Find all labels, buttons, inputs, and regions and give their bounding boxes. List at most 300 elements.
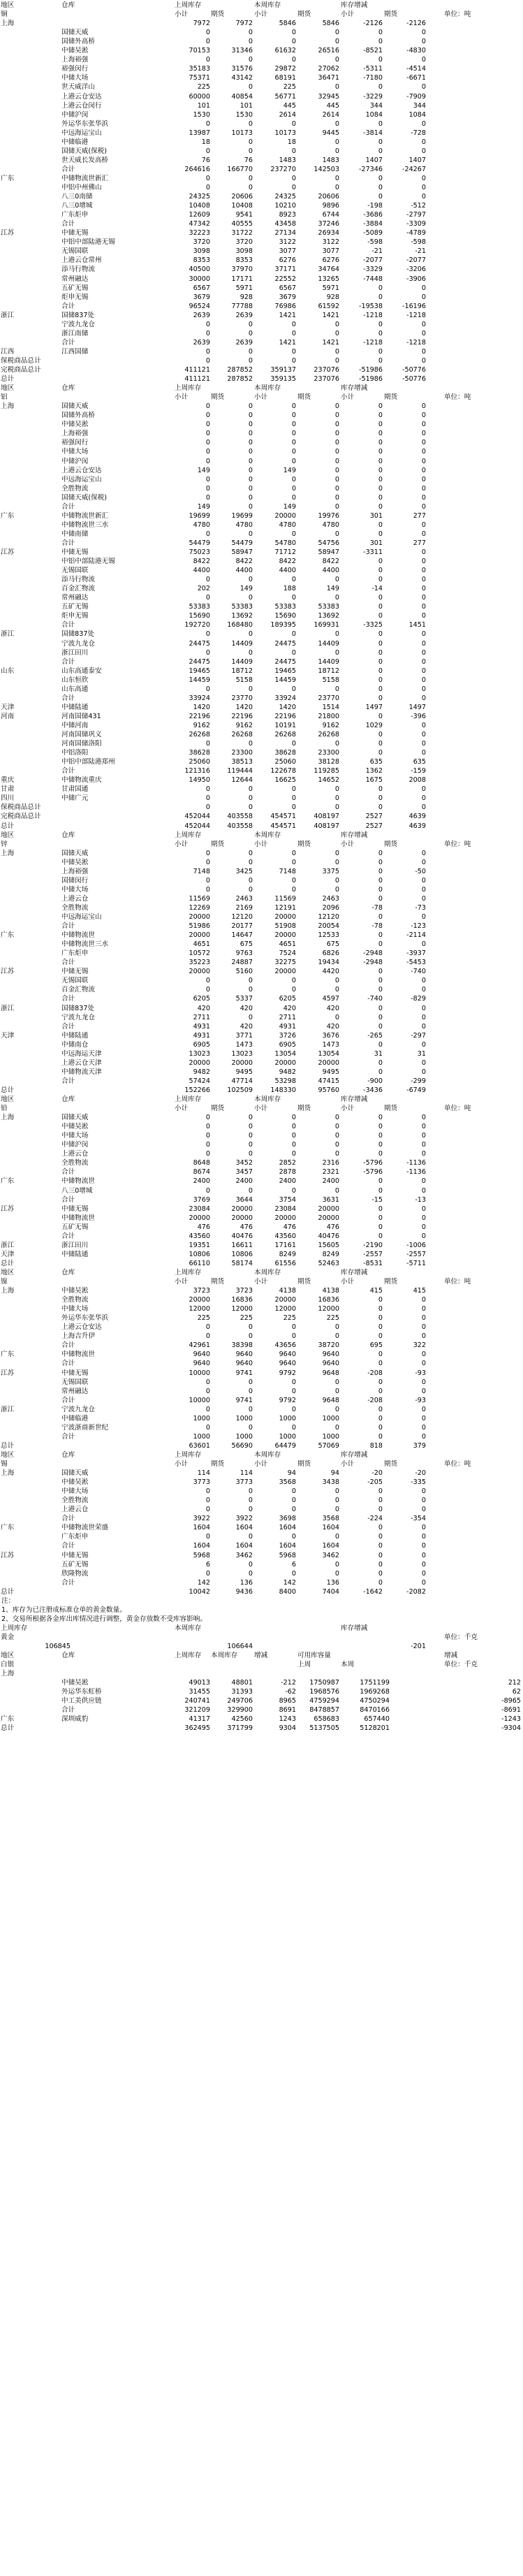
value-cell: 0 xyxy=(421,174,426,182)
value-cell: 14950 xyxy=(189,776,210,785)
table-row xyxy=(0,994,523,1003)
value-cell: 9741 xyxy=(235,1396,253,1404)
table-row xyxy=(0,1214,523,1223)
value-cell: 0 xyxy=(421,1506,426,1514)
region-cell: 重庆 xyxy=(1,776,15,785)
value-cell: 2711 xyxy=(193,1013,210,1021)
value-cell: 9445 xyxy=(322,129,339,137)
value-cell: -3229 xyxy=(363,92,383,101)
value-cell: 928 xyxy=(326,293,339,301)
value-cell: 0 xyxy=(334,1378,339,1386)
value-cell: 0 xyxy=(205,448,210,456)
unit-label: 单位：吨 xyxy=(444,1105,471,1113)
value-cell: 20000 xyxy=(189,1058,210,1067)
table-row xyxy=(0,256,523,265)
region-cell: 江苏 xyxy=(1,229,15,238)
value-cell: 142503 xyxy=(314,165,339,173)
value-cell: 0 xyxy=(334,1560,339,1569)
subheader-label: 期货 xyxy=(384,393,398,402)
change-header: 库存增减 xyxy=(341,831,368,839)
value-cell: 0 xyxy=(334,347,339,356)
value-cell: 2711 xyxy=(279,1013,296,1021)
table-row xyxy=(0,521,523,530)
value-cell: 1243 xyxy=(279,1715,296,1724)
value-cell: 0 xyxy=(421,794,426,803)
value-cell: 1750987 xyxy=(309,1679,339,1687)
value-cell: 3122 xyxy=(279,238,296,247)
table-row xyxy=(0,1068,523,1077)
warehouse-cell: 上港云仓 xyxy=(61,894,89,903)
value-cell: 20000 xyxy=(274,913,296,921)
value-cell: 0 xyxy=(378,457,383,465)
value-cell: 225 xyxy=(326,1314,339,1323)
silver-subheader-row xyxy=(0,1660,523,1669)
value-cell: 0 xyxy=(334,1013,339,1021)
value-cell: 0 xyxy=(421,876,426,885)
value-cell: -50 xyxy=(415,867,426,875)
value-cell: 0 xyxy=(205,147,210,155)
value-cell: 202 xyxy=(197,585,210,593)
table-row xyxy=(0,1532,523,1541)
warehouse-cell: 常州融达 xyxy=(61,1387,89,1395)
value-cell: 0 xyxy=(334,412,339,420)
silver-column-header: 可用库容量 xyxy=(297,1652,331,1660)
value-cell: 0 xyxy=(291,448,296,456)
value-cell: -5796 xyxy=(363,1159,383,1167)
value-cell: 0 xyxy=(334,977,339,985)
value-cell: 20000 xyxy=(189,913,210,921)
value-cell: 0 xyxy=(378,29,383,37)
value-cell: 23770 xyxy=(231,694,253,702)
table-row xyxy=(0,1423,523,1432)
value-cell: 0 xyxy=(421,894,426,903)
region-cell: 总计 xyxy=(1,1086,15,1094)
value-cell: 1530 xyxy=(235,110,253,119)
value-cell: 0 xyxy=(378,712,383,720)
value-cell: 0 xyxy=(378,174,383,182)
value-cell: 4931 xyxy=(193,1022,210,1031)
value-cell: 149 xyxy=(197,466,210,474)
metal-name: 镍 xyxy=(1,1278,8,1286)
value-cell: 452044 xyxy=(184,813,210,821)
table-row xyxy=(0,1441,523,1450)
value-cell: 101 xyxy=(240,101,253,110)
value-cell: 0 xyxy=(291,1533,296,1541)
value-cell: 0 xyxy=(378,1114,383,1122)
value-cell: -1218 xyxy=(363,311,383,319)
table-row xyxy=(0,685,523,694)
value-cell: 15690 xyxy=(274,612,296,620)
region-column-header: 地区 xyxy=(1,1450,15,1459)
value-cell: 445 xyxy=(283,101,296,110)
value-cell: 635 xyxy=(369,758,383,766)
value-cell: 371799 xyxy=(227,1724,253,1733)
value-cell: 1604 xyxy=(279,1524,296,1532)
value-cell: 29872 xyxy=(274,65,296,73)
value-cell: 0 xyxy=(334,484,339,493)
value-cell: 15690 xyxy=(189,612,210,620)
value-cell: 0 xyxy=(248,630,253,639)
value-cell: -208 xyxy=(367,1369,383,1377)
value-cell: 3122 xyxy=(322,238,339,247)
value-cell: -2190 xyxy=(363,1241,383,1249)
value-cell: 9640 xyxy=(322,1360,339,1368)
warehouse-cell: 中储吴淞 xyxy=(61,1287,89,1295)
value-cell: 9648 xyxy=(322,1369,339,1377)
value-cell: 0 xyxy=(248,1487,253,1496)
value-cell: 3679 xyxy=(193,293,210,301)
value-cell: 0 xyxy=(291,977,296,985)
value-cell: 0 xyxy=(248,977,253,985)
value-cell: 5971 xyxy=(235,284,253,292)
value-cell: 24475 xyxy=(274,639,296,648)
value-cell: 0 xyxy=(334,138,339,146)
value-cell: 149 xyxy=(326,585,339,593)
value-cell: 0 xyxy=(248,1378,253,1386)
value-cell: 27062 xyxy=(318,65,339,73)
table-row xyxy=(0,28,523,37)
value-cell: 0 xyxy=(421,1123,426,1131)
value-cell: -123 xyxy=(411,922,426,931)
value-cell: -2126 xyxy=(406,20,426,28)
value-cell: 411121 xyxy=(184,366,210,374)
warehouse-cell: 炬申无锡 xyxy=(61,293,89,301)
value-cell: 8674 xyxy=(193,1168,210,1177)
value-cell: -6671 xyxy=(406,74,426,82)
subheader-label: 小计 xyxy=(254,840,268,848)
value-cell: 43560 xyxy=(189,1232,210,1240)
value-cell: 0 xyxy=(378,502,383,511)
value-cell: 20000 xyxy=(274,931,296,940)
table-row xyxy=(0,630,523,639)
value-cell: 1084 xyxy=(408,110,426,119)
this-week-header: 本周库存 xyxy=(254,1268,281,1276)
value-cell: 47714 xyxy=(231,1077,253,1085)
value-cell: 2400 xyxy=(279,1177,296,1186)
change-header: 库存增减 xyxy=(341,1450,368,1459)
value-cell: 0 xyxy=(378,749,383,757)
value-cell: 7148 xyxy=(279,867,296,875)
value-cell: 3676 xyxy=(322,1031,339,1040)
value-cell: 12000 xyxy=(318,1305,339,1314)
section-header-row xyxy=(0,1268,523,1277)
table-row xyxy=(0,1049,523,1058)
gold-last-week: 106845 xyxy=(45,1643,71,1650)
value-cell: 0 xyxy=(421,885,426,894)
value-cell: 54479 xyxy=(231,539,253,547)
value-cell: 1407 xyxy=(365,156,383,164)
value-cell: 1000 xyxy=(279,1432,296,1441)
value-cell: 1000 xyxy=(322,1414,339,1422)
value-cell: 240741 xyxy=(184,1697,210,1705)
value-cell: 0 xyxy=(248,320,253,328)
value-cell: -208 xyxy=(367,1396,383,1404)
value-cell: 0 xyxy=(421,1004,426,1012)
value-cell: 0 xyxy=(378,493,383,502)
region-column-header: 地区 xyxy=(1,1268,15,1276)
value-cell: 0 xyxy=(291,1323,296,1332)
value-cell: 0 xyxy=(421,1232,426,1240)
value-cell: 0 xyxy=(291,885,296,894)
value-cell: 0 xyxy=(248,785,253,794)
subheader-label: 小计 xyxy=(341,1105,355,1113)
region-column-header: 地区 xyxy=(1,831,15,839)
value-cell: -5796 xyxy=(363,1168,383,1177)
table-row xyxy=(0,1259,523,1268)
value-cell: 22196 xyxy=(274,712,296,720)
value-cell: 0 xyxy=(334,329,339,337)
subheader-label: 小计 xyxy=(175,1105,189,1113)
value-cell: 21800 xyxy=(318,712,339,720)
value-cell: 53383 xyxy=(318,603,339,611)
warehouse-cell: 中储物流世 xyxy=(61,931,95,940)
value-cell: 152266 xyxy=(184,1086,210,1094)
table-row xyxy=(0,1013,523,1022)
value-cell: 403558 xyxy=(227,813,253,821)
warehouse-cell: 合计 xyxy=(61,1542,75,1550)
value-cell: 0 xyxy=(378,1004,383,1012)
value-cell: 0 xyxy=(378,1578,383,1587)
warehouse-cell: 国储天威 xyxy=(61,1114,89,1122)
value-cell: 420 xyxy=(283,1004,296,1012)
value-cell: 35183 xyxy=(189,65,210,73)
value-cell: -51986 xyxy=(359,375,383,384)
value-cell: 0 xyxy=(205,184,210,191)
value-cell: 0 xyxy=(291,119,296,128)
warehouse-cell: 世天威长发高桥 xyxy=(61,156,109,164)
table-row xyxy=(0,1541,523,1550)
value-cell: 188 xyxy=(283,585,296,593)
value-cell: 2639 xyxy=(235,338,253,347)
value-cell: 2527 xyxy=(365,813,383,821)
value-cell: 0 xyxy=(205,484,210,493)
region-cell: 四川 xyxy=(1,794,15,803)
value-cell: 0 xyxy=(334,320,339,328)
value-cell: 0 xyxy=(421,1040,426,1049)
subheader-label: 小计 xyxy=(341,1278,355,1286)
silver-column-header: 仓库 xyxy=(61,1652,75,1660)
value-cell: 0 xyxy=(378,475,383,483)
value-cell: 0 xyxy=(421,1214,426,1222)
value-cell: 301 xyxy=(369,511,383,520)
value-cell: 4759294 xyxy=(309,1697,339,1705)
value-cell: -2797 xyxy=(406,211,426,219)
subheader-label: 小计 xyxy=(341,840,355,848)
value-cell: 149 xyxy=(197,502,210,511)
value-cell: 4780 xyxy=(279,521,296,529)
region-cell: 广东 xyxy=(1,511,15,520)
value-cell: 37171 xyxy=(274,265,296,274)
value-cell: 0 xyxy=(421,56,426,64)
value-cell: 0 xyxy=(421,803,426,812)
value-cell: 0 xyxy=(421,320,426,328)
warehouse-cell: 中储河南 xyxy=(61,721,89,729)
region-cell: 上海 xyxy=(1,849,15,857)
warehouse-cell: 国储837处 xyxy=(61,1004,95,1012)
value-cell: 0 xyxy=(378,1351,383,1359)
value-cell: 94 xyxy=(287,1469,296,1478)
value-cell: 4651 xyxy=(193,940,210,949)
warehouse-cell: 上港云仓闵行 xyxy=(61,101,102,110)
value-cell: 225 xyxy=(240,1314,253,1323)
value-cell: 0 xyxy=(421,193,426,201)
value-cell: -740 xyxy=(367,995,383,1003)
value-cell: 3452 xyxy=(235,1159,253,1167)
value-cell: 0 xyxy=(334,174,339,182)
value-cell: 1407 xyxy=(408,156,426,164)
warehouse-cell: 合计 xyxy=(61,995,75,1003)
value-cell: 0 xyxy=(378,667,383,675)
value-cell: 0 xyxy=(378,1569,383,1578)
value-cell: 10000 xyxy=(189,1396,210,1404)
value-cell: 0 xyxy=(205,1132,210,1140)
warehouse-cell: 国储天威 xyxy=(61,849,89,857)
region-cell: 上海 xyxy=(1,402,15,411)
value-cell: 0 xyxy=(248,457,253,465)
subheader-label: 小计 xyxy=(175,840,189,848)
value-cell: 40476 xyxy=(318,1232,339,1240)
value-cell: 0 xyxy=(421,1141,426,1149)
value-cell: 43560 xyxy=(274,1232,296,1240)
last-week-header: 上周库存 xyxy=(175,1,202,9)
table-row xyxy=(0,1551,523,1560)
gold-label: 黄金 xyxy=(1,1633,15,1641)
value-cell: 1420 xyxy=(193,703,210,711)
value-cell: 0 xyxy=(205,858,210,866)
table-row xyxy=(0,1149,523,1158)
silver-table-row xyxy=(0,1724,523,1733)
value-cell: 0 xyxy=(421,439,426,447)
value-cell: 169931 xyxy=(314,621,339,630)
value-cell: 2321 xyxy=(322,1168,339,1177)
table-row xyxy=(0,1205,523,1214)
warehouse-cell: 深圳威豹 xyxy=(61,1715,89,1724)
value-cell: 2316 xyxy=(322,1159,339,1167)
value-cell: 149 xyxy=(283,502,296,511)
value-cell: 75023 xyxy=(189,548,210,556)
last-week-header: 上周库存 xyxy=(175,831,202,839)
change-header: 库存增减 xyxy=(341,384,368,393)
value-cell: 6 xyxy=(291,1560,296,1569)
metal-name: 铜 xyxy=(1,10,8,19)
table-row xyxy=(0,1195,523,1205)
value-cell: -20 xyxy=(415,1469,426,1478)
value-cell: 11569 xyxy=(274,894,296,903)
value-cell: 0 xyxy=(378,977,383,985)
value-cell: 0 xyxy=(248,576,253,584)
value-cell: 0 xyxy=(291,858,296,866)
table-row xyxy=(0,1341,523,1350)
warehouse-cell: 百金汇物流 xyxy=(61,986,95,994)
value-cell: 2614 xyxy=(322,110,339,119)
warehouse-cell: 合计 xyxy=(61,502,75,511)
value-cell: 0 xyxy=(291,184,296,191)
value-cell: 3726 xyxy=(279,1031,296,1040)
value-cell: 0 xyxy=(248,648,253,657)
region-cell: 广东 xyxy=(1,931,15,940)
value-cell: 10408 xyxy=(231,202,253,210)
value-cell: 0 xyxy=(334,740,339,748)
value-cell: 0 xyxy=(378,867,383,875)
value-cell: 0 xyxy=(291,1150,296,1158)
table-row xyxy=(0,502,523,511)
table-row xyxy=(0,712,523,721)
value-cell: 23770 xyxy=(318,694,339,702)
value-cell: 0 xyxy=(334,56,339,64)
warehouse-cell: 广东炬申 xyxy=(61,211,89,219)
table-row xyxy=(0,748,523,757)
subheader-label: 小计 xyxy=(254,1105,268,1113)
region-cell: 广东 xyxy=(1,1351,15,1359)
value-cell: 0 xyxy=(205,986,210,994)
value-cell: 19976 xyxy=(318,511,339,520)
unit-label: 单位：吨 xyxy=(444,1278,471,1286)
value-cell: -8965 xyxy=(501,1697,521,1705)
value-cell: 19351 xyxy=(189,1241,210,1249)
value-cell: 189395 xyxy=(270,621,296,630)
value-cell: 4138 xyxy=(322,1287,339,1295)
warehouse-cell: 国储外高桥 xyxy=(61,38,95,46)
value-cell: 0 xyxy=(378,119,383,128)
warehouse-column-header: 仓库 xyxy=(61,384,75,393)
warehouse-cell: 中储物流世新汇 xyxy=(61,511,109,520)
value-cell: 66110 xyxy=(189,1259,210,1267)
value-cell: 26268 xyxy=(318,731,339,738)
warehouse-cell: 外运华东张华浜 xyxy=(61,119,109,128)
warehouse-cell: 中储沪闵 xyxy=(61,1141,89,1149)
gold-this-week-header: 本周库存 xyxy=(175,1624,202,1632)
value-cell: 3922 xyxy=(193,1515,210,1523)
value-cell: 0 xyxy=(291,1423,296,1432)
region-cell: 上海 xyxy=(1,1287,15,1295)
value-cell: 75371 xyxy=(189,74,210,82)
value-cell: 35223 xyxy=(189,959,210,967)
value-cell: 33924 xyxy=(189,694,210,702)
value-cell: 0 xyxy=(205,849,210,857)
value-cell: 635 xyxy=(413,758,426,766)
value-cell: 277 xyxy=(413,511,426,520)
value-cell: 1000 xyxy=(235,1414,253,1422)
table-row xyxy=(0,967,523,976)
warehouse-cell: 中远海运宝山 xyxy=(61,475,102,483)
value-cell: 0 xyxy=(205,1186,210,1195)
last-week-header: 上周库存 xyxy=(175,1096,202,1103)
value-cell: 38128 xyxy=(318,758,339,766)
value-cell: 0 xyxy=(291,576,296,584)
subheader-label: 小计 xyxy=(341,393,355,402)
value-cell: 9792 xyxy=(279,1396,296,1404)
value-cell: -2948 xyxy=(363,959,383,967)
value-cell: 63601 xyxy=(189,1441,210,1450)
table-row xyxy=(0,611,523,620)
value-cell: 0 xyxy=(334,1114,339,1122)
value-cell: 344 xyxy=(369,101,383,110)
region-cell: 总计 xyxy=(1,375,15,384)
gold-unit: 单位：千克 xyxy=(444,1633,478,1641)
value-cell: 14647 xyxy=(231,931,253,940)
value-cell: 8691 xyxy=(279,1706,296,1715)
warehouse-cell: 全胜物流 xyxy=(61,1296,89,1304)
value-cell: -3206 xyxy=(406,265,426,274)
value-cell: -512 xyxy=(411,202,426,210)
table-row xyxy=(0,110,523,119)
table-row xyxy=(0,1523,523,1532)
table-row xyxy=(0,1250,523,1259)
value-cell: 0 xyxy=(248,430,253,438)
value-cell: 14652 xyxy=(318,776,339,785)
value-cell: 0 xyxy=(205,876,210,885)
value-cell: 0 xyxy=(205,347,210,356)
